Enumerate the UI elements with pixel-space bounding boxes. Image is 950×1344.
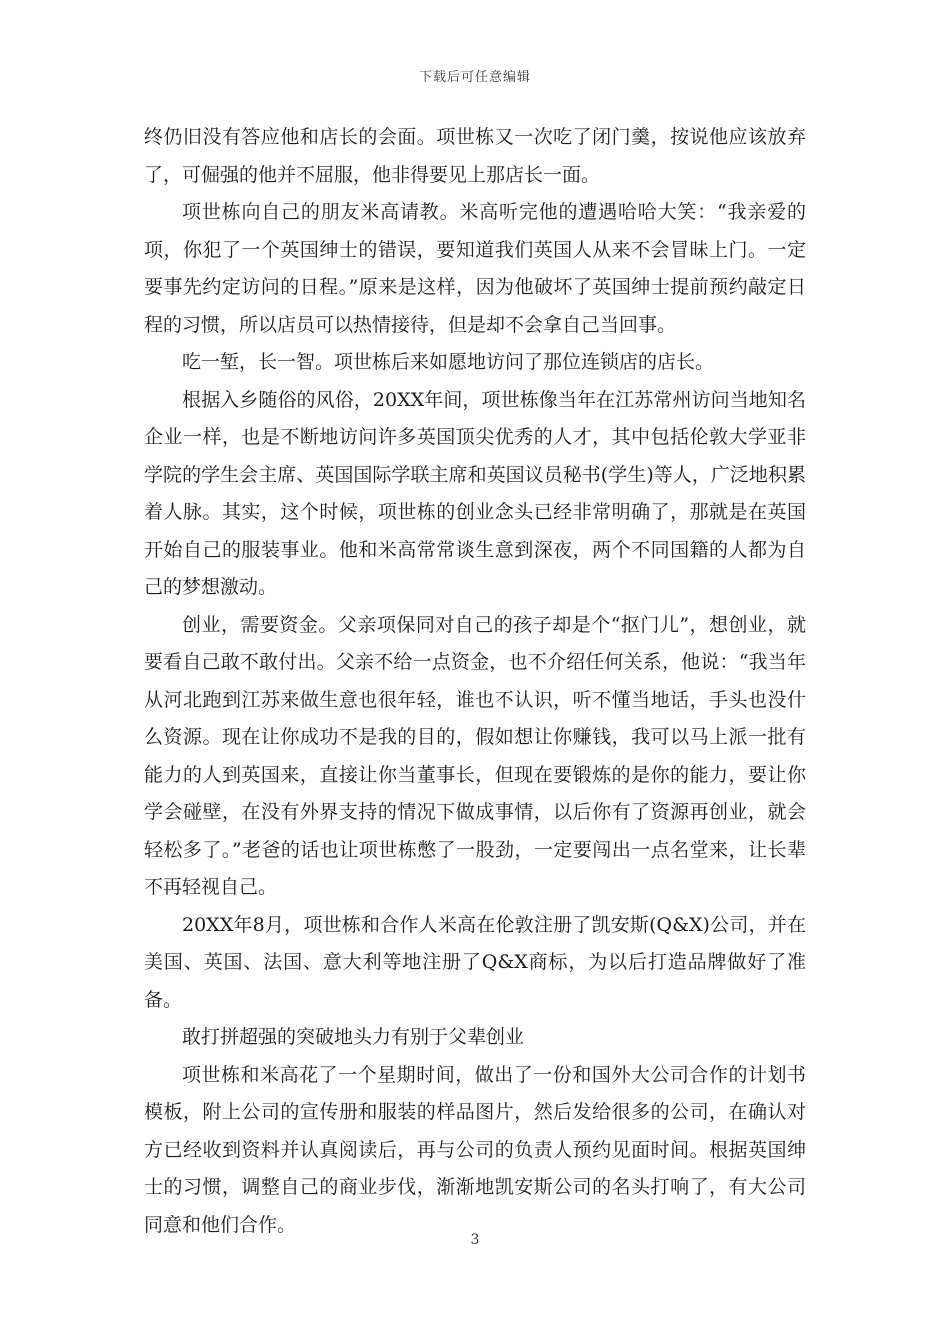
paragraph: 项世栋向自己的朋友米高请教。米高听完他的遭遇哈哈大笑：“我亲爱的项，你犯了一个英国绅士的错误，要知道我们英国人从来不会冒昧上门。一定要事先约定访问的日程。”原来是这样，因为他破坏了英国绅士提前预约敲定日程的习惯，所以店员可以热情接待，但是却不会拿自己当回事。 (144, 201, 806, 336)
paragraph-continuation: 终仍旧没有答应他和店长的会面。项世栋又一次吃了闭门羹，按说他应该放弃了，可倔强的他并不屈服，他非得要见上那店长一面。 (144, 126, 806, 186)
paragraph: 吃一堑，长一智。项世栋后来如愿地访问了那位连锁店的店长。 (182, 351, 715, 373)
paragraph: 根据入乡随俗的风俗，20XX年间，项世栋像当年在江苏常州访问当地知名企业一样，也是不断地访问许多英国顶尖优秀的人才，其中包括伦敦大学亚非学院的学生会主席、英国国际学联主席和英国议员秘书(学生)等人，广泛地积累着人脉。其实，这个时候，项世栋的创业念头已经非常明确了，那就是在英国开始自己的服装事业。他和米高常常谈生意到深夜，两个不同国籍的人都为自己的梦想激动。 (144, 388, 806, 598)
paragraph: 项世栋和米高花了一个星期时间，做出了一份和国外大公司合作的计划书模板，附上公司的宣传册和服装的样品图片，然后发给很多的公司，在确认对方已经收到资料并认真阅读后，再与公司的负责人预约见面时间。根据英国绅士的习惯，调整自己的商业步伐，渐渐地凯安斯公司的名头打响了，有大公司同意和他们合作。 (144, 1063, 806, 1236)
paragraph: 20XX年8月，项世栋和合作人米高在伦敦注册了凯安斯(Q&X)公司，并在美国、英国、法国、意大利等地注册了Q&X商标，为以后打造品牌做好了准备。 (144, 913, 806, 1011)
body-text (144, 119, 806, 1244)
page-header: 下载后可任意编辑 (418, 70, 531, 85)
paragraph: 创业，需要资金。父亲项保同对自己的孩子却是个“抠门儿”，想创业，就要看自己敢不敢付出。父亲不给一点资金，也不介绍任何关系，他说：“我当年从河北跑到江苏来做生意也很年轻，谁也不认识，听不懂当地话，手头也没什么资源。现在让你成功不是我的目的，假如想让你赚钱，我可以马上派一批有能力的人到英国来，直接让你当董事长，但现在要锻炼的是你的能力，要让你学会碰壁，在没有外界支持的情况下做成事情，以后你有了资源再创业，就会轻松多了。”老爸的话也让项世栋憋了一股劲，一定要闯出一点名堂来，让长辈不再轻视自己。 (144, 613, 806, 898)
page-number: 3 (470, 1232, 480, 1248)
section-heading: 敢打拼超强的突破地头力有别于父辈创业 (182, 1026, 525, 1048)
